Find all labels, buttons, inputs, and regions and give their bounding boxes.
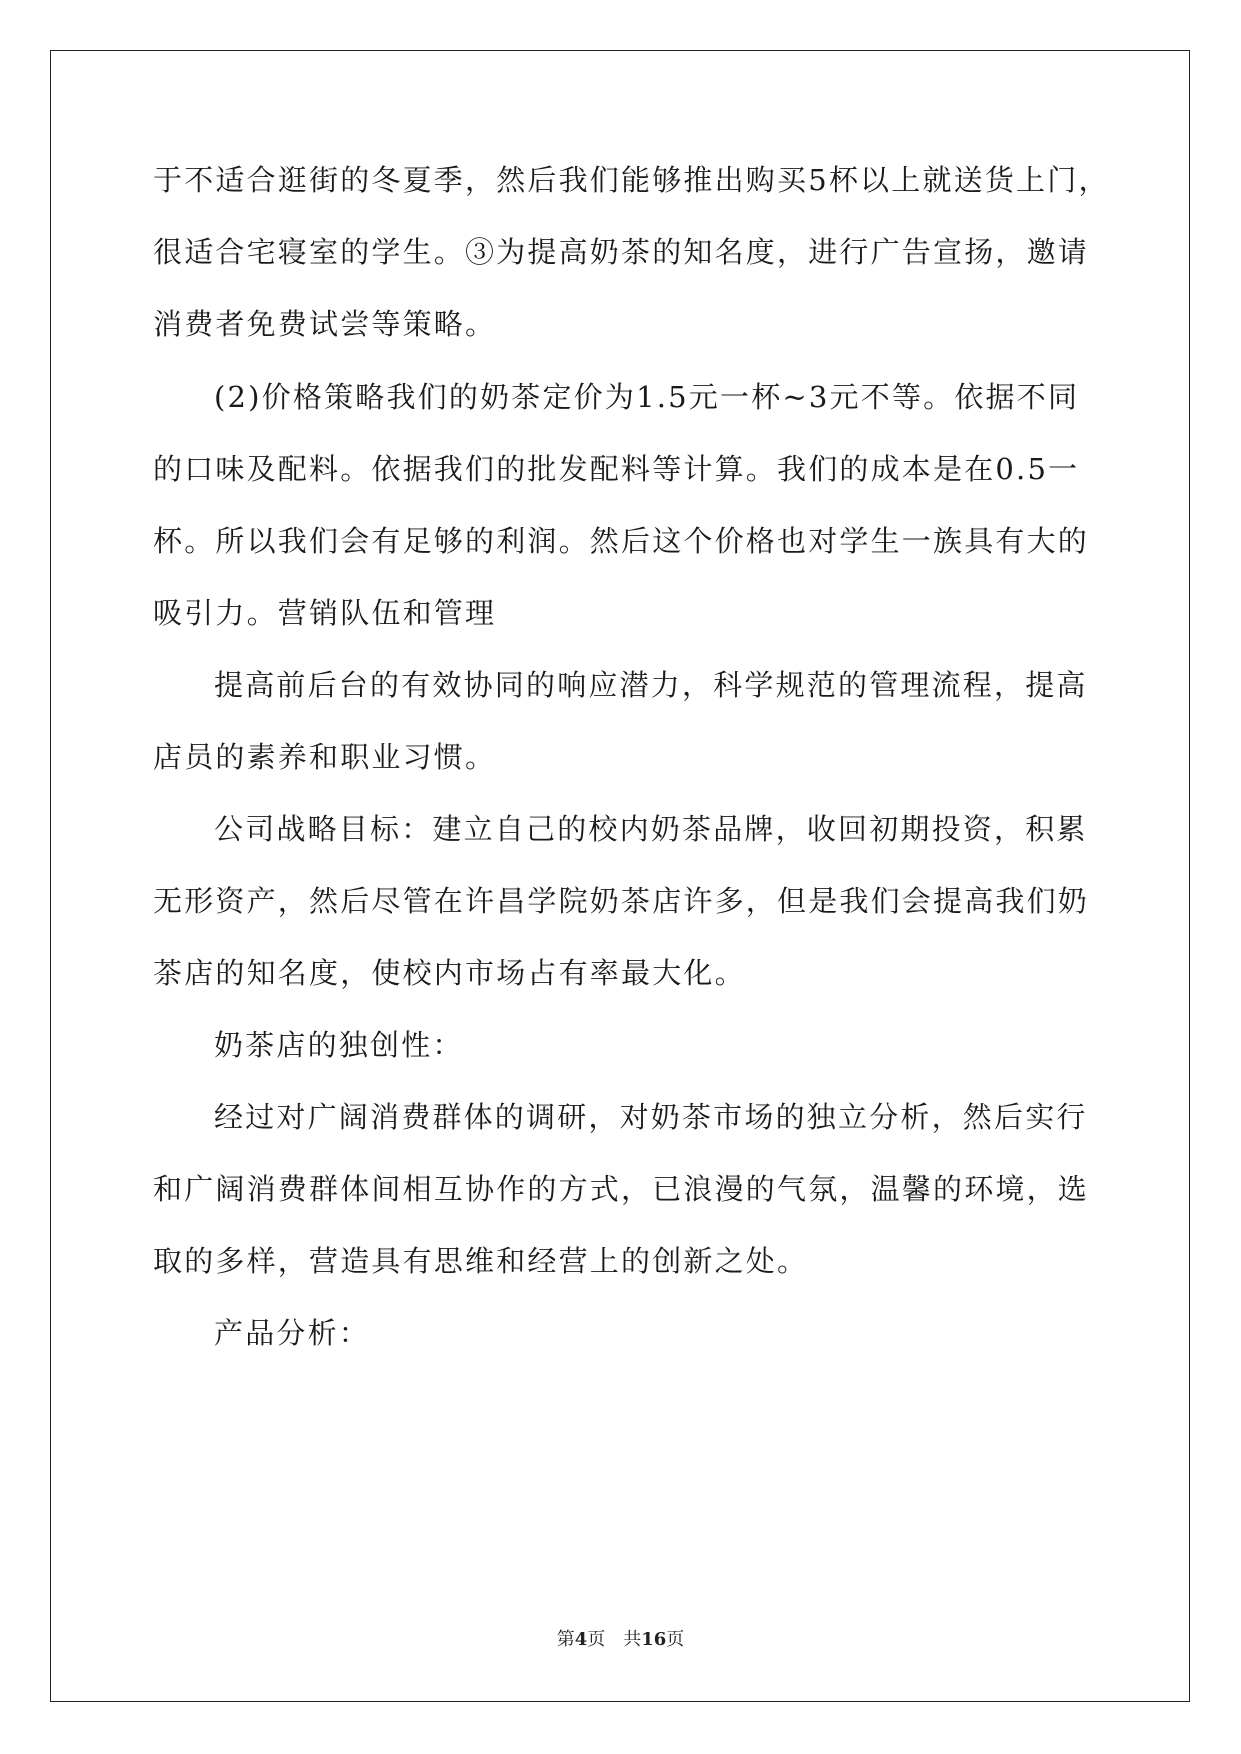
paragraph-first-line: (2)价格策略我们的奶茶定价为1.5元一杯~3元不等。依据不同 [214,380,1080,414]
paragraph-first-line: 经过对广阔消费群体的调研，对奶茶市场的独立分析，然后实行 [214,1100,1088,1134]
text-line: 无形资产，然后尽管在许昌学院奶茶店许多，但是我们会提高我们奶 [153,884,1090,918]
text-line: 茶店的知名度，使校内市场占有率最大化。 [153,956,746,990]
page-border [50,50,1190,1702]
footer-page-suffix: 页 [587,1629,606,1650]
current-page-number: 4 [574,1629,588,1650]
text-line: 的口味及配料。依据我们的批发配料等计算。我们的成本是在0.5一 [153,452,1080,486]
text-line: 店员的素养和职业习惯。 [153,740,497,774]
footer-total-prefix: 共 [623,1629,642,1650]
text-line: 和广阔消费群体间相互协作的方式，已浪漫的气氛，温馨的环境，选 [153,1172,1090,1206]
text-line: 很适合宅寝室的学生。③为提高奶茶的知名度，进行广告宣扬，邀请 [153,235,1090,269]
paragraph-first-line: 公司战略目标：建立自己的校内奶茶品牌，收回初期投资，积累 [214,812,1088,846]
total-pages-number: 16 [641,1629,667,1650]
text-line: 消费者免费试尝等策略。 [153,307,497,341]
paragraph-first-line: 产品分析： [214,1316,371,1350]
text-line: 于不适合逛街的冬夏季，然后我们能够推出购买5杯以上就送货上门， [153,163,1110,197]
footer-total-suffix: 页 [666,1629,685,1650]
text-line: 吸引力。营销队伍和管理 [153,596,497,630]
text-line: 取的多样，营造具有思维和经营上的创新之处。 [153,1244,809,1278]
page-footer [0,1628,1241,1652]
paragraph-first-line: 奶茶店的独创性： [214,1028,464,1062]
text-line: 杯。所以我们会有足够的利润。然后这个价格也对学生一族具有大的 [153,524,1090,558]
footer-prefix: 第 [556,1629,575,1650]
paragraph-first-line: 提高前后台的有效协同的响应潜力，科学规范的管理流程，提高 [214,668,1088,702]
